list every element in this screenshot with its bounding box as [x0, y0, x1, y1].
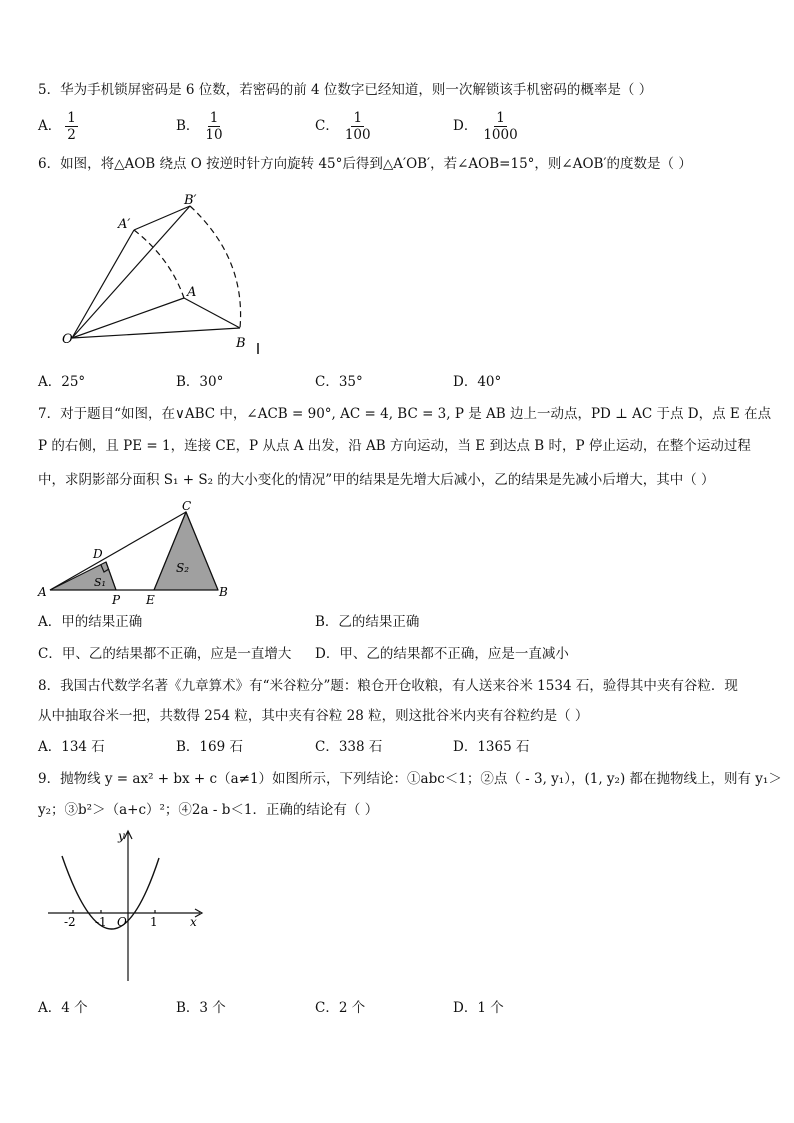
- shaded-region-S2: [154, 512, 218, 590]
- q7-option-a: A．甲的结果正确: [38, 614, 143, 630]
- label-P: P: [112, 593, 121, 606]
- label-A-prime: A′: [118, 217, 131, 232]
- label-D: D: [93, 547, 103, 561]
- label-A: A: [38, 585, 47, 599]
- q7-line-1: 7．对于题目“如图，在∨ABC 中，∠ACB = 90°, AC = 4, BC = 3, P 是 AB 边上一动点，PD ⊥ AC 于点 D，点 E 在点: [38, 406, 772, 422]
- label-origin: O: [117, 915, 127, 929]
- q5-option-a: A． $\frac{1}{2}$: [38, 110, 76, 143]
- segment-OA-prime: [72, 230, 134, 338]
- q6-option-d: D．40°: [453, 374, 502, 390]
- label-S1: S₁: [94, 576, 106, 589]
- label-B: B: [236, 336, 246, 351]
- q9-option-a: A．4 个: [38, 1000, 88, 1016]
- q6-option-c: C．35°: [315, 374, 363, 390]
- q7-line-2: P 的右侧，且 PE = 1，连接 CE，P 从点 A 出发，沿 AB 方向运动，当 E 到达点 B 时，P 停止运动，在整个运动过程: [38, 438, 751, 454]
- segment-A-prime-B-prime: [134, 206, 190, 230]
- q6-rotation-figure: [50, 188, 280, 358]
- q5-option-b: B． $\frac{1}{10}$: [176, 110, 223, 143]
- q6-option-a: A．25°: [38, 374, 86, 390]
- q8-line-1: 8．我国古代数学名著《九章算术》有“米谷粒分”题：粮仓开仓收粮，有人送来谷米 1534 石，验得其中夹有谷粒．现: [38, 678, 738, 694]
- label-C: C: [182, 499, 192, 513]
- q7-option-c: C．甲、乙的结果都不正确，应是一直增大: [38, 646, 292, 662]
- q9-option-d: D．1 个: [453, 1000, 504, 1016]
- tick-label-minus-1: -1: [95, 915, 107, 929]
- segment-AB: [184, 298, 240, 328]
- q8-line-2: 从中抽取谷米一把，共数得 254 粒，其中夹有谷粒 28 粒，则这批谷米内夹有谷粒约是（ ）: [38, 708, 589, 724]
- q9-option-c: C．2 个: [315, 1000, 366, 1016]
- label-E: E: [146, 593, 155, 606]
- label-A: A: [187, 285, 197, 300]
- tick-label-1: 1: [150, 915, 158, 929]
- q7-option-b: B．乙的结果正确: [315, 614, 420, 630]
- label-S2: S₂: [176, 561, 190, 575]
- dashed-arc-B: [190, 206, 241, 328]
- q7-option-d: D．甲、乙的结果都不正确，应是一直减小: [315, 646, 569, 662]
- label-B-prime: B′: [184, 193, 197, 208]
- label-O: O: [62, 332, 73, 347]
- q5-option-c: C． $\frac{1}{100}$: [315, 110, 371, 143]
- q8-option-a: A．134 石: [38, 739, 105, 755]
- q6-option-b: B．30°: [176, 374, 224, 390]
- q5-stem: 5．华为手机锁屏密码是 6 位数，若密码的前 4 位数字已经知道，则一次解锁该手机密码的概率是（ ）: [38, 82, 653, 98]
- segment-OB-prime: [72, 206, 190, 338]
- label-y: y: [118, 829, 125, 843]
- q9-option-b: B．3 个: [176, 1000, 226, 1016]
- q7-triangle-figure: [34, 498, 234, 606]
- q5-option-d: D． $\frac{1}{1000}$: [453, 110, 518, 143]
- q9-line-2: y₂；③b²＞（a+c）²；④2a - b＜1．正确的结论有（ ）: [38, 802, 379, 818]
- label-x: x: [190, 915, 197, 929]
- q8-option-d: D．1365 石: [453, 739, 530, 755]
- q8-option-c: C．338 石: [315, 739, 383, 755]
- q7-line-3: 中，求阴影部分面积 S₁ + S₂ 的大小变化的情况”甲的结果是先增大后减小，乙的结果是先减小后增大，其中（ ）: [38, 472, 715, 488]
- q8-option-b: B．169 石: [176, 739, 243, 755]
- shaded-region-S1: [50, 562, 116, 590]
- parabola-curve: [62, 856, 159, 929]
- q6-stem: 6．如图，将△AOB 绕点 O 按逆时针方向旋转 45°后得到△A′OB′，若∠AOB=15°，则∠AOB′的度数是（ ）: [38, 156, 692, 172]
- label-B: B: [219, 585, 228, 599]
- q9-parabola-graph: [44, 826, 214, 986]
- q9-line-1: 9．抛物线 y = ax² + bx + c（a≠1）如图所示，下列结论：①abc＜1；②点（ - 3, y₁），(1, y₂) 都在抛物线上，则有 y₁＞: [38, 771, 782, 787]
- tick-label-minus-2: -2: [64, 915, 76, 929]
